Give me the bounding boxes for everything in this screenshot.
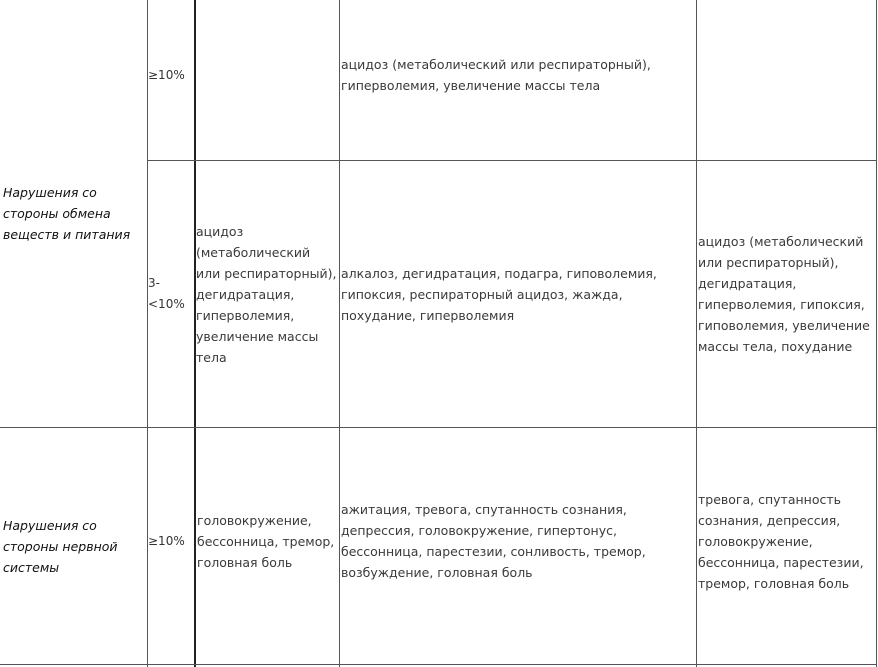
table-cell: тревога, спутанность сознания, депрессия, головокружение, бессонница, парестезии, тремор, головная боль (698, 491, 864, 591)
table-cell: алкалоз, дегидратация, подагра, гиповолемия, гипоксия, респираторный ацидоз, жажда, похудание, гиперволемия (341, 265, 657, 323)
table-cell: ажитация, тревога, спутанность сознания, депрессия, головокружение, гипертонус, бессонница, парестезии, сонливость, тремор, возбуждение, головная боль (341, 502, 646, 580)
table-cell: ацидоз (метаболический или респираторный), дегидратация, гиперволемия, увеличение массы тела (196, 223, 337, 365)
table-cell: ацидоз (метаболический или респираторный), гиперволемия, увеличение массы тела (341, 57, 651, 93)
table-cell: головокружение, бессонница, тремор, головная боль (197, 512, 335, 570)
table-row-category: Нарушения со стороны обмена веществ и питания (3, 185, 131, 242)
frequency-cell: 3- <10% (148, 276, 185, 311)
table-cell: ацидоз (метаболический или респираторный), дегидратация, гиперволемия, гипоксия, гиповолемия, увеличение массы тела, похудание (698, 234, 870, 354)
table-cell (698, 0, 875, 150)
frequency-cell: ≥10% (148, 67, 185, 82)
grid-line (339, 0, 340, 667)
table-row-category: Нарушения со стороны нервной системы (3, 517, 118, 575)
frequency-cell: ≥10% (148, 533, 185, 548)
grid-line (876, 0, 877, 667)
grid-line (696, 0, 697, 667)
grid-line (0, 664, 877, 665)
table-cell (197, 0, 338, 150)
